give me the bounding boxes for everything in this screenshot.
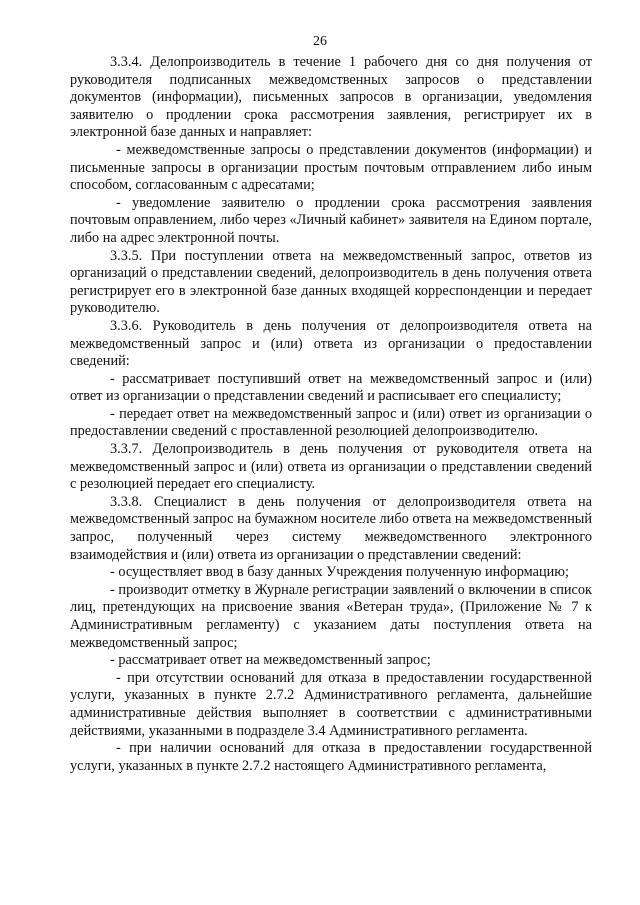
document-body xyxy=(70,54,592,775)
paragraph-3-3-8: 3.3.8. Специалист в день получения от делопроизводителя ответа на межведомственный запрос на бумажном носителе либо ответа на межведомственный запрос, полученный через систему межведомственного электронного взаимодействия и (или) ответа из организации о представлении сведений: xyxy=(70,493,592,563)
list-item-pass-answer: - передает ответ на межведомственный запрос и (или) ответ из организации о предоставлении сведений с проставленной резолюцией делопроизводителю. xyxy=(70,405,592,440)
list-item-grounds: - при наличии оснований для отказа в предоставлении государственной услуги, указанных в пункте 2.7.2 настоящего Административного регламента, xyxy=(70,740,592,774)
list-item-review-request: - рассматривает ответ на межведомственный запрос; xyxy=(110,652,431,669)
list-item-requests: - межведомственные запросы о представлении документов (информации) и письменные запросы в организации простым почтовым отправлением либо иным способом, согласованным с адресатами; xyxy=(70,141,592,194)
paragraph-3-3-4: 3.3.4. Делопроизводитель в течение 1 рабочего дня со дня получения от руководителя подписанных межведомственных запросов о представлении документов (информации), письменных запросов в организации, уведомления заявителю о продлении срока рассмотрения заявления, регистрирует их в электронной базе данных и направляет: xyxy=(70,54,592,141)
paragraph-3-3-6: 3.3.6. Руководитель в день получения от делопроизводителя ответа на межведомственный запрос и (или) ответа из организации о предоставлении сведений: xyxy=(70,317,592,370)
list-item-notification: - уведомление заявителю о продлении срока рассмотрения заявления почтовым оправлением, либо через «Личный кабинет» заявителя на Едином портале, либо на адрес электронной почты. xyxy=(70,194,592,246)
paragraph-3-3-5: 3.3.5. При поступлении ответа на межведомственный запрос, ответов из организаций о представлении сведений, делопроизводитель в день получения ответа регистрирует его в электронной базе данных входящей корреспонденции и передает руководителю. xyxy=(70,247,592,317)
list-item-review-answer: - рассматривает поступивший ответ на межведомственный запрос и (или) ответ из организации о представлении сведений и расписывает его специалисту; xyxy=(70,370,592,405)
list-item-data-entry: - осуществляет ввод в базу данных Учреждения полученную информацию; xyxy=(110,564,569,581)
page-number: 26 xyxy=(313,34,327,49)
list-item-journal-mark: - производит отметку в Журнале регистрации заявлений о включении в список лиц, претендующих на присвоение звания «Ветеран труда», (Приложение № 7 к Административным регламенту) с указанием даты поступления ответа на межведомственный запрос; xyxy=(70,581,592,651)
list-item-no-grounds: - при отсутствии оснований для отказа в предоставлении государственной услуги, указанных в пункте 2.7.2 Административного регламента, дальнейшие административные действия выполняет в соответствии с административными действиями, указанными в подразделе 3.4 Административного регламента. xyxy=(70,669,592,739)
paragraph-3-3-7: 3.3.7. Делопроизводитель в день получения от руководителя ответа на межведомственный запрос и (или) ответа из организации о представлении сведений с резолюцией передает его специалисту. xyxy=(70,441,592,493)
